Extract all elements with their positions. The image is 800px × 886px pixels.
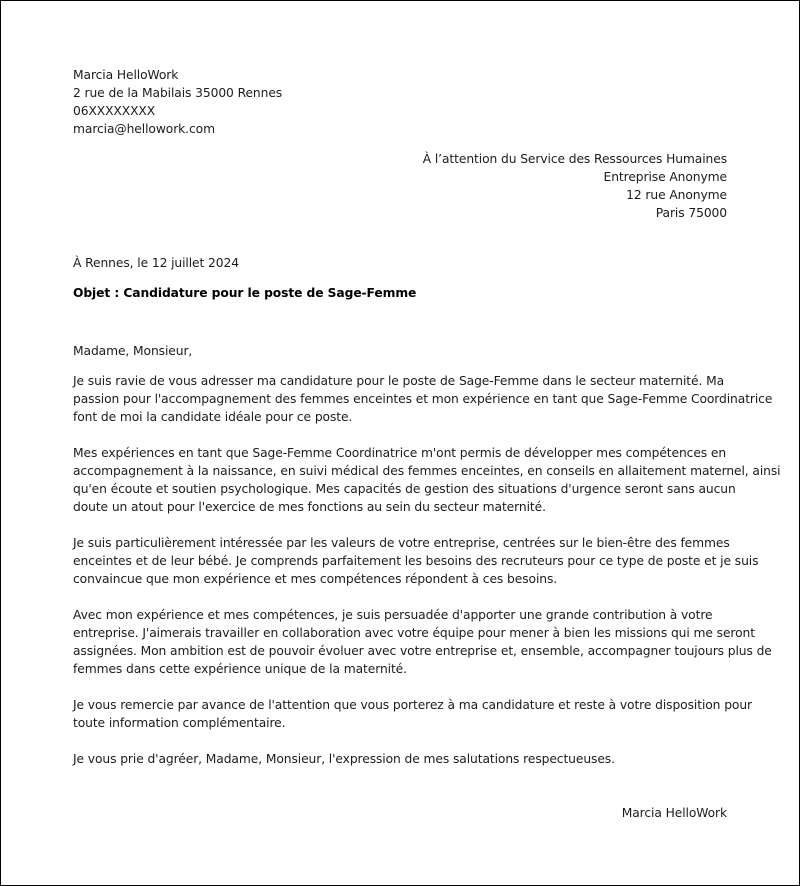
letter-closing: Je vous prie d'agréer, Madame, Monsieur, l'expression de mes salutations respectueuses. [73, 752, 615, 766]
body-line: Je suis particulièrement intéressée par les valeurs de votre entreprise, centrées sur le bien-être des femmes [73, 536, 730, 550]
body-line: enceintes et de leur bébé. Je comprends parfaitement les besoins des recruteurs pour ce type de poste et je suis [73, 554, 759, 568]
body-line: assignées. Mon ambition est de pouvoir évoluer avec votre entreprise et, ensemble, accompagner toujours plus de [73, 644, 772, 658]
letter-greeting: Madame, Monsieur, [73, 344, 193, 358]
body-line: Avec mon expérience et mes compétences, je suis persuadée d'apporter une grande contribution à votre [73, 608, 713, 622]
body-line: qu'en écoute et soutien psychologique. Mes capacités de gestion des situations d'urgence seront sans aucun [73, 482, 736, 496]
body-line: entreprise. J'aimerais travailler en collaboration avec votre équipe pour mener à bien les missions qui me seront [73, 626, 755, 640]
body-line: Mes expériences en tant que Sage-Femme Coordinatrice m'ont permis de développer mes compétences en [73, 446, 727, 460]
sender-email: marcia@hellowork.com [73, 122, 215, 136]
sender-phone: 06XXXXXXXX [73, 104, 156, 118]
body-line: passion pour l'accompagnement des femmes enceintes et mon expérience en tant que Sage-Femme Coordinatrice [73, 392, 773, 406]
body-paragraph [73, 534, 759, 588]
sender-name: Marcia HelloWork [73, 68, 179, 82]
recipient-street: 12 rue Anonyme [626, 188, 727, 202]
body-line: Je suis ravie de vous adresser ma candidature pour le poste de Sage-Femme dans le secteur maternité. Ma [73, 374, 725, 388]
sender-block [73, 66, 282, 138]
body-line: accompagnement à la naissance, en suivi médical des femmes enceintes, en conseils en allaitement maternel, ainsi [73, 464, 781, 478]
letter-date: À Rennes, le 12 juillet 2024 [73, 256, 239, 270]
body-line: toute information complémentaire. [73, 716, 286, 730]
recipient-company: Entreprise Anonyme [603, 170, 727, 184]
body-line: Je vous remercie par avance de l'attention que vous porterez à ma candidature et reste à votre disposition pour [73, 698, 752, 712]
body-paragraph [73, 696, 752, 732]
body-line: convaincue que mon expérience et mes compétences répondent à ces besoins. [73, 572, 558, 586]
sender-address: 2 rue de la Mabilais 35000 Rennes [73, 86, 283, 100]
letter-signature: Marcia HelloWork [621, 806, 727, 820]
body-line: femmes dans cette expérience unique de la maternité. [73, 662, 407, 676]
body-paragraph [73, 444, 781, 516]
recipient-city: Paris 75000 [655, 206, 727, 220]
recipient-block [423, 150, 727, 222]
body-line: doute un atout pour l'exercice de mes fonctions au sein du secteur maternité. [73, 500, 546, 514]
recipient-attention: À l’attention du Service des Ressources Humaines [422, 152, 727, 166]
body-line: font de moi la candidate idéale pour ce poste. [73, 410, 353, 424]
letter-subject: Objet : Candidature pour le poste de Sage-Femme [73, 286, 417, 300]
body-paragraph [73, 372, 773, 426]
letter-body [73, 372, 781, 750]
body-paragraph [73, 606, 772, 678]
